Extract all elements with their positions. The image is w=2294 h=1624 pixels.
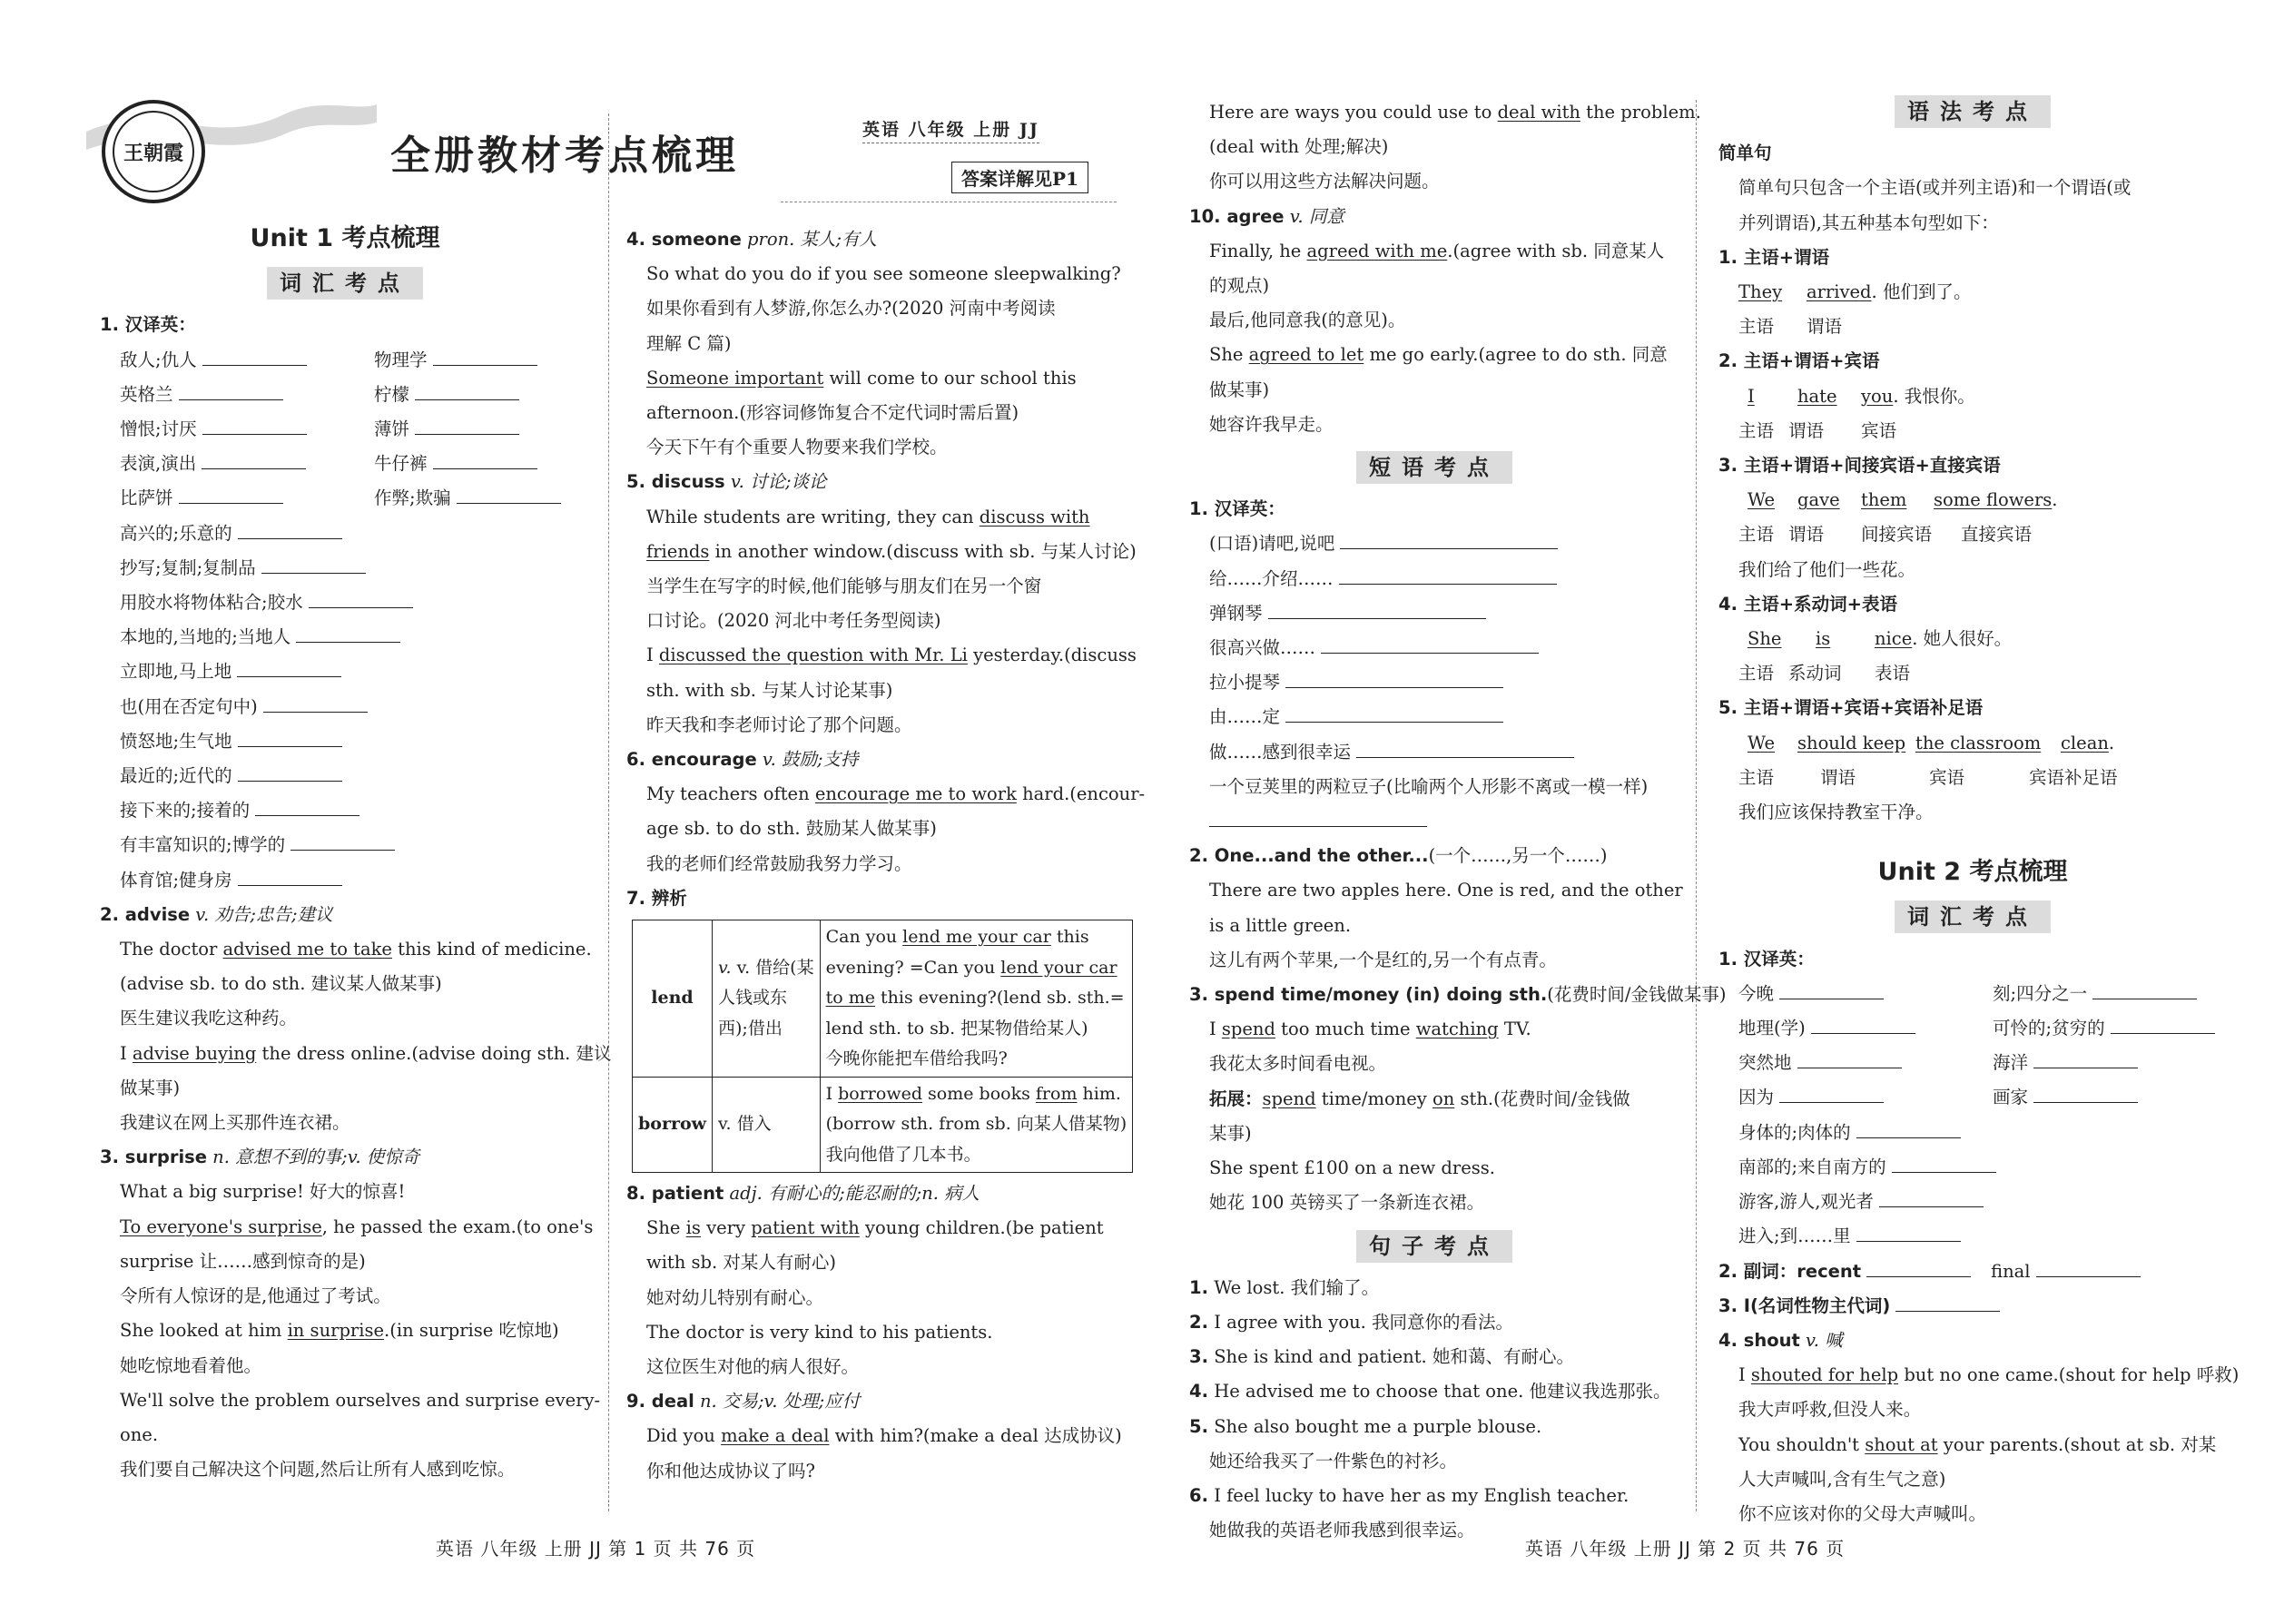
pattern-label: 1. 主语+谓语 <box>1718 246 1830 268</box>
example-line: Here are ways you could use to deal with the problem. <box>1209 102 1701 123</box>
vocab-single: 游客,游人,观光者 <box>1718 1185 2227 1219</box>
example-line: Finally, he agreed with me.(agree with sb. 同意某人 <box>1209 240 1665 261</box>
example-line: I shouted for help but no one came.(shout for help 呼救) <box>1738 1364 2240 1386</box>
item-label: 1. 汉译英： <box>100 314 196 336</box>
grammar-intro: 简单句只包含一个主语(或并列主语)和一个谓语(或 <box>1738 177 2132 199</box>
entry-advise: 2. advise v. 劝告;忠告;建议 <box>100 903 333 925</box>
example-line: I spend too much time watching TV. <box>1209 1019 1531 1040</box>
answer-blank <box>1189 804 1679 839</box>
sentence-item: 2. I agree with you. 我同意你的看法。 <box>1189 1311 1514 1333</box>
item-label: 7. 辨析 <box>626 887 687 909</box>
example-line: (deal with 处理;解决) <box>1209 136 1389 158</box>
pattern-label: 4. 主语+系动词+表语 <box>1718 593 1897 615</box>
pattern-example: I hate you. 我恨你。 <box>1748 385 1975 407</box>
vocab-single: 愤怒地;生气地 <box>100 724 590 759</box>
vocab-single: 接下来的;接着的 <box>100 793 590 828</box>
example-line: Someone important will come to our school this <box>646 367 1077 389</box>
answer-note: 答案详解见P1 <box>951 162 1088 193</box>
grammar-heading: 语法考点 <box>1718 95 2227 131</box>
sentence-item: 她做我的英语老师我感到很幸运。 <box>1209 1520 1475 1541</box>
pattern-example: They arrived. 他们到了。 <box>1738 281 1972 303</box>
example-line: She looked at him in surprise.(in surprise 吃惊地) <box>120 1320 559 1342</box>
example-line: age sb. to do sth. 鼓励某人做某事) <box>646 818 937 840</box>
table-cell-word: borrow <box>633 1077 713 1173</box>
phrase-item: 弹钢琴 <box>1189 596 1679 631</box>
example-line: afternoon.(形容词修饰复合不定代词时需后置) <box>646 402 1019 424</box>
pattern-translation: 我们应该保持教室干净。 <box>1738 802 1934 823</box>
sentence-item: 3. She is kind and patient. 她和蔼、有耐心。 <box>1189 1346 1574 1368</box>
example-line: What a big surprise! 好大的惊喜! <box>120 1181 406 1203</box>
example-line: 她对幼儿特别有耐心。 <box>646 1286 824 1308</box>
sentence-item: 1. We lost. 我们输了。 <box>1189 1276 1380 1298</box>
pattern-roles: 主语 系动词 表语 <box>1738 663 1911 684</box>
unit1-title: Unit 1 考点梳理 <box>250 224 440 252</box>
item-label: 1. 汉译英： <box>1718 948 1815 969</box>
example-line: 她花 100 英镑买了一条新连衣裙。 <box>1209 1192 1485 1214</box>
phrase-heading: 短语考点 <box>1189 451 1679 487</box>
sentence-item: 4. He advised me to choose that one. 他建议我选那张。 <box>1189 1381 1671 1403</box>
example-line: 今天下午有个重要人物要来我们学校。 <box>646 437 948 458</box>
pattern-example: We gave them some flowers. <box>1748 489 2058 511</box>
pattern-label: 5. 主语+谓语+宾语+宾语补足语 <box>1718 697 1984 719</box>
phrase-item: 做……感到很幸运 <box>1189 735 1679 770</box>
example-line: 昨天我和李老师讨论了那个问题。 <box>646 714 912 735</box>
example-line: 她吃惊地看着他。 <box>120 1354 262 1376</box>
pattern-roles: 主语 谓语 间接宾语 直接宾语 <box>1738 524 2033 546</box>
example-line: 做某事) <box>1209 379 1270 400</box>
grammar-intro: 并列谓语),其五种基本句型如下： <box>1738 212 1999 233</box>
entry-spend: 3. spend time/money (in) doing sth.(花费时间/金钱做某事) <box>1189 984 1727 1006</box>
footer-page-2: 英语 八年级 上册 JJ 第 2 页 共 76 页 <box>1525 1538 1846 1560</box>
phrase-item: 拉小提琴 <box>1189 665 1679 700</box>
example-line: 人大声喊叫,含有生气之意) <box>1738 1468 1946 1490</box>
vocab2-heading: 词汇考点 <box>1718 901 2227 936</box>
pattern-translation: 我们给了他们一些花。 <box>1738 558 1916 580</box>
example-line: 你不应该对你的父母大声喊叫。 <box>1738 1502 1987 1524</box>
example-line: My teachers often encourage me to work hard.(encour- <box>646 783 1146 805</box>
example-line: 你和他达成协议了吗? <box>646 1460 815 1481</box>
example-line: 这儿有两个苹果,一个是红的,另一个有点青。 <box>1209 949 1557 970</box>
subject-tag: 英语 八年级 上册 JJ <box>862 116 1039 143</box>
unit2-title: Unit 2 考点梳理 <box>1877 858 2068 887</box>
phrase-item: 很高兴做…… <box>1189 631 1679 665</box>
phrase-item: 给……介绍…… <box>1189 562 1679 596</box>
example-line: I advise buying the dress online.(advise doing sth. 建议 <box>120 1042 612 1064</box>
pattern-label: 3. 主语+谓语+间接宾语+直接宾语 <box>1718 455 2001 477</box>
entry-someone: 4. someone pron. 某人;有人 <box>626 229 878 250</box>
phrase-item: 一个豆荚里的两粒豆子(比喻两个人形影不离或一模一样) <box>1209 775 1649 797</box>
example-line: 拓展：spend time/money on sth.(花费时间/金钱做 <box>1209 1088 1630 1109</box>
column-4 <box>1718 95 2240 1531</box>
example-line: 的观点) <box>1209 275 1270 297</box>
example-line: Did you make a deal with him?(make a deal 达成协议) <box>646 1425 1122 1447</box>
vocab-pair-row: 今晚 刻;四分之一 <box>1718 977 2227 1011</box>
vocab-pair-row: 英格兰 柠檬 <box>100 378 590 412</box>
pattern-example: She is nice. 她人很好。 <box>1748 628 2013 650</box>
entry-surprise: 3. surprise n. 意想不到的事;v. 使惊奇 <box>100 1147 420 1168</box>
entry-patient: 8. patient adj. 有耐心的;能忍耐的;n. 病人 <box>626 1183 980 1205</box>
lend-borrow-table <box>632 920 1133 1173</box>
example-line: 口讨论。(2020 河北中考任务型阅读) <box>646 610 941 632</box>
example-line: 我们要自己解决这个问题,然后让所有人感到吃惊。 <box>120 1459 516 1481</box>
column-3 <box>1189 95 1727 1548</box>
example-line: 令所有人惊讶的是,他通过了考试。 <box>120 1285 391 1307</box>
sentence-item: 她还给我买了一件紫色的衬衫。 <box>1209 1450 1458 1471</box>
example-line: 我的老师们经常鼓励我努力学习。 <box>646 852 912 874</box>
item-label: 1. 汉译英： <box>1189 498 1285 520</box>
example-line: I discussed the question with Mr. Li yesterday.(discuss <box>646 645 1137 666</box>
entry-deal: 9. deal n. 交易;v. 处理;应付 <box>626 1391 861 1412</box>
example-line: 我大声呼救,但没人来。 <box>1738 1399 1922 1421</box>
example-line: 这位医生对他的病人很好。 <box>646 1356 860 1378</box>
example-line: We'll solve the problem ourselves and surprise every- <box>120 1389 601 1411</box>
vocab-pair-row: 因为 画家 <box>1718 1080 2227 1115</box>
vocab-single: 进入;到……里 <box>1718 1219 2227 1254</box>
example-line: friends in another window.(discuss with sb. 与某人讨论) <box>646 540 1137 562</box>
example-line: sth. with sb. 与某人讨论某事) <box>646 679 893 701</box>
example-line: 当学生在写字的时候,他们能够与朋友们在另一个窗 <box>646 576 1042 597</box>
pattern-roles: 主语 谓语 宾语 宾语补足语 <box>1738 766 2118 788</box>
example-line: While students are writing, they can discuss with <box>646 506 1090 527</box>
pattern-roles: 主语 谓语 宾语 <box>1738 419 1897 441</box>
column-divider <box>608 113 609 1511</box>
entry-agree: 10. agree v. 同意 <box>1189 205 1344 227</box>
entry-discuss: 5. discuss v. 讨论;谈论 <box>626 471 827 493</box>
example-line: The doctor is very kind to his patients. <box>646 1321 993 1343</box>
pattern-roles: 主语 谓语 <box>1738 316 1843 338</box>
column-divider <box>1696 100 1697 1511</box>
adverb-item: 2. 副词：recent final <box>1718 1255 2227 1289</box>
example-line: is a little green. <box>1209 914 1352 936</box>
table-cell-word: lend <box>633 920 713 1078</box>
example-line: one. <box>120 1423 159 1445</box>
example-line: There are two apples here. One is red, and the other <box>1209 880 1683 901</box>
vocab-pair-row: 表演,演出 牛仔裤 <box>100 447 590 481</box>
vocab-pair-row: 突然地 海洋 <box>1718 1046 2227 1080</box>
pattern-label: 2. 主语+谓语+宾语 <box>1718 350 1880 372</box>
example-line: 医生建议我吃这种药。 <box>120 1008 298 1029</box>
vocab-pair-row: 敌人;仇人 物理学 <box>100 343 590 378</box>
example-line: To everyone's surprise, he passed the exam.(to one's <box>120 1216 594 1237</box>
vocab-single: 抄写;复制;复制品 <box>100 551 590 586</box>
vocab-pair-row: 比萨饼 作弊;欺骗 <box>100 481 590 516</box>
example-line: You shouldn't shout at your parents.(shout at sb. 对某 <box>1738 1433 2217 1455</box>
sentence-heading: 句子考点 <box>1189 1230 1679 1265</box>
table-row <box>633 920 1133 1078</box>
example-line: 如果你看到有人梦游,你怎么办?(2020 河南中考阅读 <box>646 298 1056 320</box>
example-line: She spent £100 on a new dress. <box>1209 1157 1495 1179</box>
table-cell-example: I borrowed some books from him. (borrow sth. from sb. 向某人借某物) 我向他借了几本书。 <box>820 1077 1133 1173</box>
example-line: 我建议在网上买那件连衣裙。 <box>120 1112 350 1134</box>
column-1 <box>100 218 612 1487</box>
vocab-single: 南部的;来自南方的 <box>1718 1150 2227 1185</box>
vocab-single: 本地的,当地的;当地人 <box>100 620 590 655</box>
example-line: 最后,他同意我(的意见)。 <box>1209 310 1406 331</box>
vocab-single: 身体的;肉体的 <box>1718 1116 2227 1150</box>
pronoun-item: 3. I(名词性物主代词) <box>1718 1289 2227 1324</box>
vocab-single: 高兴的;乐意的 <box>100 517 590 551</box>
entry-one-other: 2. One...and the other...(一个……,另一个……) <box>1189 845 1608 867</box>
vocab-pair-row: 憎恨;讨厌 薄饼 <box>100 412 590 447</box>
example-line: 做某事) <box>120 1077 181 1098</box>
vocab-single: 最近的;近代的 <box>100 759 590 793</box>
example-line: So what do you do if you see someone sleepwalking? <box>646 263 1121 285</box>
vocab-single: 有丰富知识的;博学的 <box>100 828 590 862</box>
footer-page-1: 英语 八年级 上册 JJ 第 1 页 共 76 页 <box>436 1538 756 1560</box>
example-line: The doctor advised me to take this kind of medicine. <box>120 939 592 960</box>
example-line: 我花太多时间看电视。 <box>1209 1053 1387 1075</box>
vocab-single: 也(用在否定句中) <box>100 690 590 724</box>
example-line: 理解 C 篇) <box>646 332 732 354</box>
example-line: with sb. 对某人有耐心) <box>646 1252 837 1274</box>
logo-text: 王朝霞 <box>113 111 194 192</box>
publisher-logo <box>102 100 205 203</box>
example-line: She is very patient with young children.(be patient <box>646 1217 1104 1239</box>
table-cell-meaning: v. 借入 <box>713 1077 821 1173</box>
phrase-item: 由……定 <box>1189 700 1679 734</box>
sentence-item: 6. I feel lucky to have her as my English teacher. <box>1189 1484 1629 1506</box>
column-2 <box>626 222 1146 1489</box>
vocab-pair-row: 地理(学) 可怜的;贫穷的 <box>1718 1011 2227 1046</box>
example-line: She agreed to let me go early.(agree to do sth. 同意 <box>1209 344 1668 366</box>
vocab-single: 体育馆;健身房 <box>100 863 590 898</box>
entry-shout: 4. shout v. 喊 <box>1718 1329 1843 1351</box>
vocab-single: 用胶水将物体粘合;胶水 <box>100 586 590 620</box>
sentence-item: 5. She also bought me a purple blouse. <box>1189 1415 1542 1437</box>
example-line: 某事) <box>1209 1122 1252 1144</box>
phrase-item: (口语)请吧,说吧 <box>1189 527 1679 561</box>
vocab-heading: 词汇考点 <box>100 267 590 302</box>
example-line: 她容许我早走。 <box>1209 413 1334 435</box>
pattern-example: We should keep the classroom clean. <box>1748 732 2115 753</box>
example-line: (advise sb. to do sth. 建议某人做某事) <box>120 973 442 995</box>
table-cell-meaning: v. v. 借给(某 人钱或东 西);借出 <box>713 920 821 1078</box>
grammar-subtitle: 简单句 <box>1718 143 1772 164</box>
table-cell-example: Can you lend me your car this evening? =Can you lend your car to me this evening?(lend sb. sth.= lend sth. to sb. 把某物借给某人) 今晚你能把车借给我吗? <box>820 920 1133 1078</box>
example-line: 你可以用这些方法解决问题。 <box>1209 171 1440 192</box>
example-line: surprise 让……感到惊奇的是) <box>120 1250 366 1272</box>
table-row <box>633 1077 1133 1173</box>
page-title: 全册教材考点梳理 <box>390 133 739 179</box>
entry-encourage: 6. encourage v. 鼓励;支持 <box>626 749 859 771</box>
vocab-single: 立即地,马上地 <box>100 655 590 689</box>
